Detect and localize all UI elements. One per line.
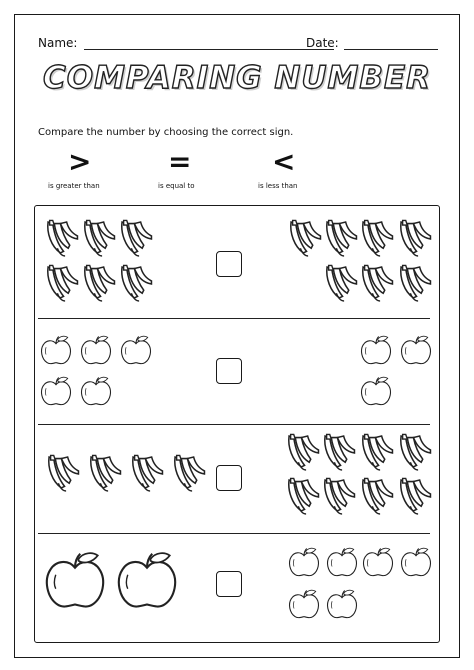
apple-icon — [112, 542, 182, 618]
banana-icon — [82, 218, 116, 260]
banana-icon — [172, 453, 206, 495]
name-field[interactable] — [84, 49, 334, 50]
apple-icon — [324, 586, 360, 622]
banana-icon — [398, 432, 432, 474]
row-divider — [38, 533, 430, 534]
banana-icon — [286, 476, 320, 518]
banana-icon — [324, 218, 358, 260]
row-divider — [38, 318, 430, 319]
apple-icon — [286, 544, 322, 580]
apple-icon — [360, 544, 396, 580]
equal-caption: is equal to — [158, 182, 195, 190]
banana-icon — [322, 476, 356, 518]
banana-icon — [398, 476, 432, 518]
apple-icon — [38, 332, 74, 368]
banana-icon — [130, 453, 164, 495]
instruction-text: Compare the number by choosing the correct sign. — [38, 127, 294, 138]
banana-icon — [82, 263, 116, 305]
date-field[interactable] — [344, 49, 438, 50]
apple-icon — [358, 373, 394, 409]
apple-icon — [38, 373, 74, 409]
banana-icon — [360, 476, 394, 518]
banana-icon — [45, 263, 79, 305]
banana-icon — [398, 263, 432, 305]
answer-box-row-3[interactable] — [216, 465, 242, 491]
apple-icon — [78, 373, 114, 409]
banana-icon — [360, 218, 394, 260]
apple-icon — [78, 332, 114, 368]
apple-icon — [286, 586, 322, 622]
equal-sign: = — [168, 145, 192, 178]
banana-icon — [398, 218, 432, 260]
banana-icon — [360, 263, 394, 305]
greater-than-sign: > — [68, 145, 92, 178]
less-than-sign: < — [272, 145, 296, 178]
apple-icon — [40, 542, 110, 618]
apple-icon — [398, 332, 434, 368]
name-label: Name: — [38, 36, 78, 50]
banana-icon — [88, 453, 122, 495]
apple-icon — [118, 332, 154, 368]
apple-icon — [324, 544, 360, 580]
banana-icon — [360, 432, 394, 474]
banana-icon — [45, 218, 79, 260]
banana-icon — [119, 218, 153, 260]
page-title: COMPARING NUMBER — [42, 60, 432, 96]
apple-icon — [358, 332, 394, 368]
banana-icon — [119, 263, 153, 305]
greater-than-caption: is greater than — [48, 182, 100, 190]
banana-icon — [286, 432, 320, 474]
banana-icon — [46, 453, 80, 495]
banana-icon — [324, 263, 358, 305]
apple-icon — [398, 544, 434, 580]
answer-box-row-4[interactable] — [216, 571, 242, 597]
banana-icon — [288, 218, 322, 260]
date-label: Date: — [306, 36, 339, 50]
banana-icon — [322, 432, 356, 474]
less-than-caption: is less than — [258, 182, 298, 190]
header-row — [38, 36, 438, 54]
answer-box-row-2[interactable] — [216, 358, 242, 384]
row-divider — [38, 424, 430, 425]
answer-box-row-1[interactable] — [216, 251, 242, 277]
